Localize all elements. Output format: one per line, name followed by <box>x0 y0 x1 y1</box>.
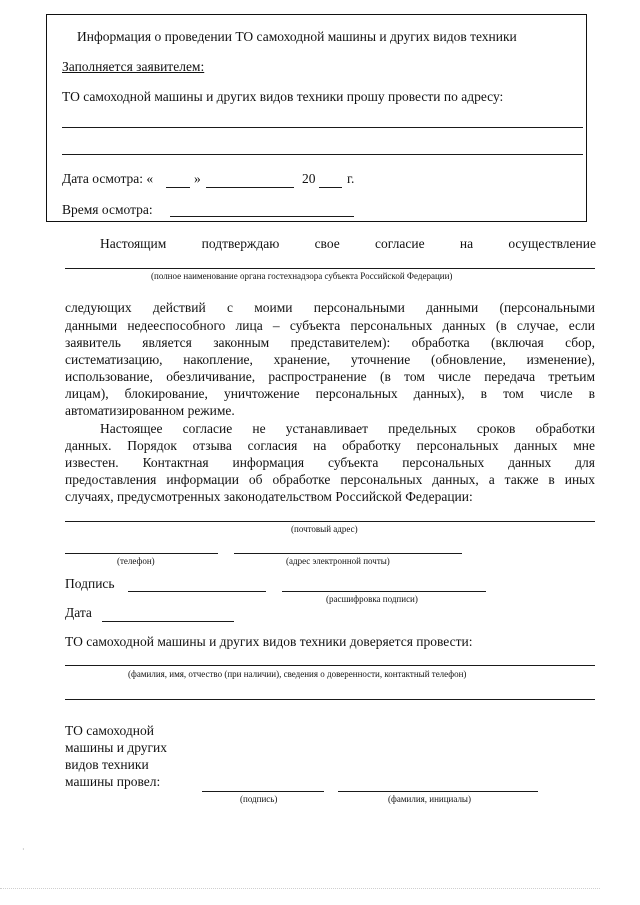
consent-word: Настоящим <box>100 236 167 251</box>
signature-decode-caption: (расшифровка подписи) <box>326 594 418 604</box>
consent-word: подтверждаю <box>201 236 280 251</box>
box-title: Информация о проведении ТО самоходной машины и других видов техники <box>77 29 517 44</box>
consent-word: согласие <box>375 236 425 251</box>
date-year-suffix: г. <box>347 171 355 186</box>
postal-address-caption: (почтовый адрес) <box>291 524 358 534</box>
signature-label: Подпись <box>65 576 115 591</box>
consent-paragraph-line: данными недееспособного лица – субъекта персональных данных (в случае, если <box>65 318 595 333</box>
phone-caption: (телефон) <box>117 556 155 566</box>
request-address-text: ТО самоходной машины и других видов техники прошу провести по адресу: <box>62 89 504 104</box>
signature-decode-field[interactable] <box>282 591 486 592</box>
email-caption: (адрес электронной почты) <box>286 556 390 566</box>
performed-label-line: ТО самоходной <box>65 723 154 738</box>
signature-field[interactable] <box>128 591 266 592</box>
phone-field[interactable] <box>65 553 218 554</box>
consent-word: на <box>459 236 474 251</box>
inspection-time-field[interactable] <box>170 216 354 217</box>
scan-edge-artifact <box>0 888 600 889</box>
address-line-2[interactable] <box>62 154 583 155</box>
scan-dot: · <box>22 845 25 854</box>
inspection-time-label: Время осмотра: <box>62 202 153 217</box>
inspection-info-box <box>46 14 587 222</box>
postal-address-field[interactable] <box>65 521 595 522</box>
trust-caption: (фамилия, имя, отчество (при наличии), сведения о доверенности, контактный телефон) <box>128 669 467 679</box>
consent-word: осуществление <box>508 236 596 251</box>
trusted-person-field-2[interactable] <box>65 699 595 700</box>
date-day-field[interactable] <box>166 187 190 188</box>
consent-paragraph-line: следующих действий с моими персональными данными (персональными <box>65 300 595 315</box>
trusted-person-field[interactable] <box>65 665 595 666</box>
consent-paragraph-line: заявитель является законным представителем): обработка (включая сбор, <box>65 335 595 350</box>
performed-label-line: машины и других <box>65 740 168 755</box>
date-month-field[interactable] <box>206 187 294 188</box>
consent-paragraph-line: автоматизированном режиме. <box>65 403 235 418</box>
consent-paragraph-line: предоставления информации об обработке персональных данных, а также в иных <box>65 472 595 487</box>
trust-text: ТО самоходной машины и других видов техники доверяется провести: <box>65 634 473 649</box>
consent-first-line <box>100 237 596 251</box>
address-line-1[interactable] <box>62 127 583 128</box>
consent-word: свое <box>314 236 340 251</box>
date-field[interactable] <box>102 621 234 622</box>
performed-label-line: видов техники <box>65 757 149 772</box>
performer-name-field[interactable] <box>338 791 538 792</box>
consent-paragraph-line: Настоящее согласие не устанавливает предельных сроков обработки <box>100 421 595 436</box>
consent-paragraph-line: использование, обезличивание, распространение (в том числе передача третьим <box>65 369 595 384</box>
date-quote-close: » <box>194 171 201 186</box>
authority-caption: (полное наименование органа гостехнадзора субъекта Российской Федерации) <box>151 271 453 281</box>
performed-label-line: машины провел: <box>65 774 161 789</box>
consent-paragraph-line: случаях, предусмотренных законодательством Российской Федерации: <box>65 489 473 504</box>
authority-name-field[interactable] <box>65 268 595 269</box>
performer-signature-caption: (подпись) <box>240 794 278 804</box>
consent-paragraph-line: известен. Контактная информация субъекта персональных данных для <box>65 455 595 470</box>
date-year-field[interactable] <box>319 187 342 188</box>
date-year-prefix: 20 <box>302 171 316 186</box>
performer-signature-field[interactable] <box>202 791 324 792</box>
consent-paragraph-line: данных. Порядок отзыва согласия на обработку персональных данных мне <box>65 438 595 453</box>
consent-paragraph-line: лицам), блокирование, уничтожение персональных данных), в том числе в <box>65 386 595 401</box>
applicant-label: Заполняется заявителем: <box>62 59 205 74</box>
date-label: Дата <box>65 605 92 620</box>
email-field[interactable] <box>234 553 462 554</box>
performer-name-caption: (фамилия, инициалы) <box>388 794 471 804</box>
inspection-date-label: Дата осмотра: « <box>62 171 154 186</box>
consent-paragraph-line: систематизацию, накопление, хранение, уточнение (обновление, изменение), <box>65 352 595 367</box>
